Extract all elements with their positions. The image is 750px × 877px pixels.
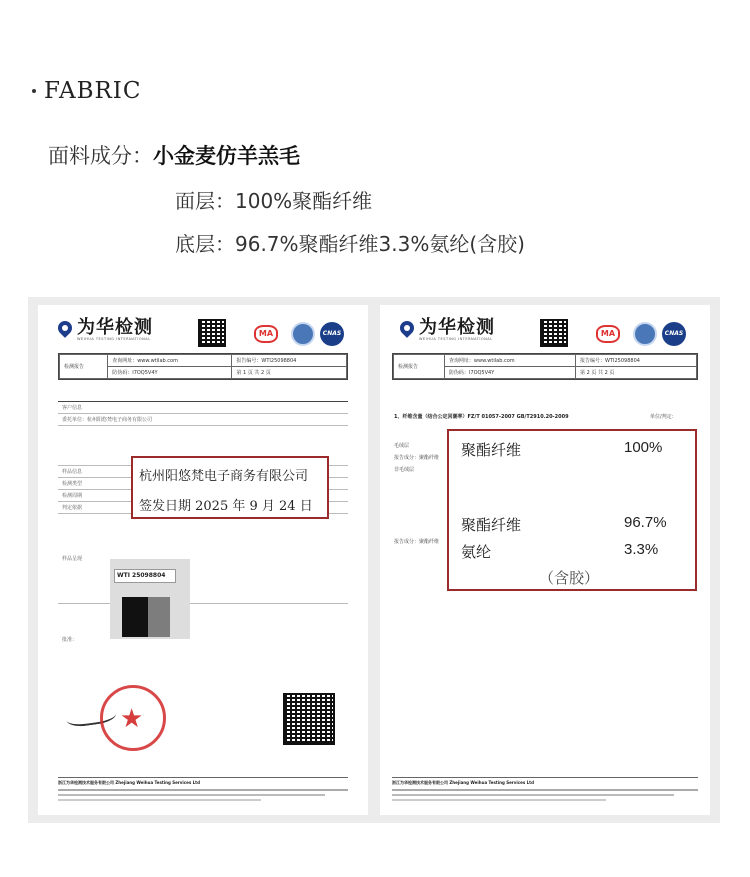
fiber-name: 氨纶 [461, 543, 492, 561]
star-icon: ★ [120, 704, 144, 734]
meta-website: 查询网址：www.wtilab.com [444, 355, 575, 367]
ma-cert-icon: MA [596, 325, 620, 343]
surface-layer-text: 面层：100%聚酯纤维 [175, 189, 373, 213]
footer-company: 浙江为华检测技术服务有限公司 Zhejiang Weihua Testing Services Ltd [392, 780, 534, 785]
report-meta-table [392, 353, 698, 380]
meta-report-no: 报告编号：WTI25098804 [232, 355, 347, 367]
approver-label: 批准： [62, 637, 78, 643]
fiber-percent: 96.7% [624, 514, 667, 531]
meta-page: 第 2 页 共 2 页 [576, 367, 697, 379]
fiber-row-label: 毛绒层 [394, 443, 410, 449]
report-footer [392, 777, 698, 801]
report-row: 样品呈现 [58, 514, 348, 604]
composition-line [48, 140, 300, 170]
fiber-name: 聚酯纤维 [461, 441, 522, 459]
brand-name-en: WEIHUA TESTING INTERNATIONAL [77, 337, 151, 341]
highlight-box-fiber [447, 429, 697, 591]
brand-logo [58, 319, 153, 341]
meta-label: 检测报告 [60, 355, 108, 379]
brand-logo-icon [58, 321, 72, 339]
sample-photo [110, 559, 190, 639]
red-seal-icon [100, 685, 166, 751]
bullet-dot-icon [32, 89, 36, 93]
fiber-row-labels [394, 440, 439, 548]
gray-fabric-swatch [148, 597, 170, 637]
fiber-row-label: 非毛绒层 [394, 467, 415, 473]
qr-code-icon [198, 319, 226, 347]
qr-code-icon [540, 319, 568, 347]
composition-label: 面料成分： [48, 144, 153, 168]
highlight-company: 杭州阳悠梵电子商务有限公司 [139, 469, 309, 484]
fiber-note: （含胶） [539, 569, 600, 587]
report-rows [58, 401, 348, 646]
report-row: 样品信息 [58, 466, 348, 478]
highlight-issue-date: 签发日期 2025 年 9 月 24 日 [139, 499, 313, 514]
fiber-percent: 3.3% [624, 541, 659, 558]
brand-name: 为华检测 [77, 317, 153, 338]
report-row: 客户信息 [58, 402, 348, 414]
meta-page: 第 1 页 共 2 页 [232, 367, 347, 379]
footer-company: 浙江为华检测技术服务有限公司 Zhejiang Weihua Testing Services Ltd [58, 780, 200, 785]
report-row: 判定依据 [58, 502, 348, 514]
ma-cert-icon: MA [254, 325, 278, 343]
meta-website: 查询网址：www.wtilab.com [108, 355, 232, 367]
report-page-1 [38, 305, 368, 815]
report-footer [58, 777, 348, 801]
highlight-box-client [131, 456, 329, 519]
ilac-mra-cert-icon [291, 322, 315, 346]
meta-code: 防伪码：I7OQ5V4Y [108, 367, 232, 379]
fabric-section-header [32, 78, 141, 104]
report-meta-table [58, 353, 348, 380]
report-row: 检测类型 [58, 478, 348, 490]
test-report-panel [28, 297, 720, 823]
fiber-name: 聚酯纤维 [461, 516, 522, 534]
meta-label: 检测报告 [394, 355, 445, 379]
fiber-percent: 100% [624, 439, 663, 456]
fiber-row-label: 报告成分：聚酯纤维 [394, 455, 440, 461]
report-row: 委托单位：杭州阳悠梵电子商务有限公司 [58, 414, 348, 426]
meta-code: 防伪码：I7OQ5V4Y [444, 367, 575, 379]
sample-tag: WTI 25098804 [114, 569, 176, 583]
cnas-cert-icon: CNAS [320, 322, 344, 346]
unit-label: 单位/判定： [650, 414, 677, 420]
ilac-mra-cert-icon [633, 322, 657, 346]
fiber-row-label: 报告成分：聚酯纤维 [394, 539, 440, 545]
brand-name-en: WEIHUA TESTING INTERNATIONAL [419, 337, 493, 341]
test-item-title: 1、纤维含量（结合公定回潮率）FZ/T 01057-2007 GB/T2910.20-2009 [394, 414, 569, 420]
section-title: FABRIC [44, 78, 142, 104]
brand-logo [400, 319, 495, 341]
cnas-cert-icon: CNAS [662, 322, 686, 346]
brand-logo-icon [400, 321, 414, 339]
bottom-layer-text: 底层：96.7%聚酯纤维3.3%氨纶(含胶) [175, 232, 525, 256]
report-row: 检测周期 [58, 490, 348, 502]
brand-name: 为华检测 [419, 317, 495, 338]
qr-code-icon [283, 693, 335, 745]
meta-report-no: 报告编号：WTI25098804 [576, 355, 697, 367]
report-page-2 [380, 305, 710, 815]
black-fabric-swatch [122, 597, 148, 637]
composition-value: 小金麦仿羊羔毛 [153, 144, 300, 168]
